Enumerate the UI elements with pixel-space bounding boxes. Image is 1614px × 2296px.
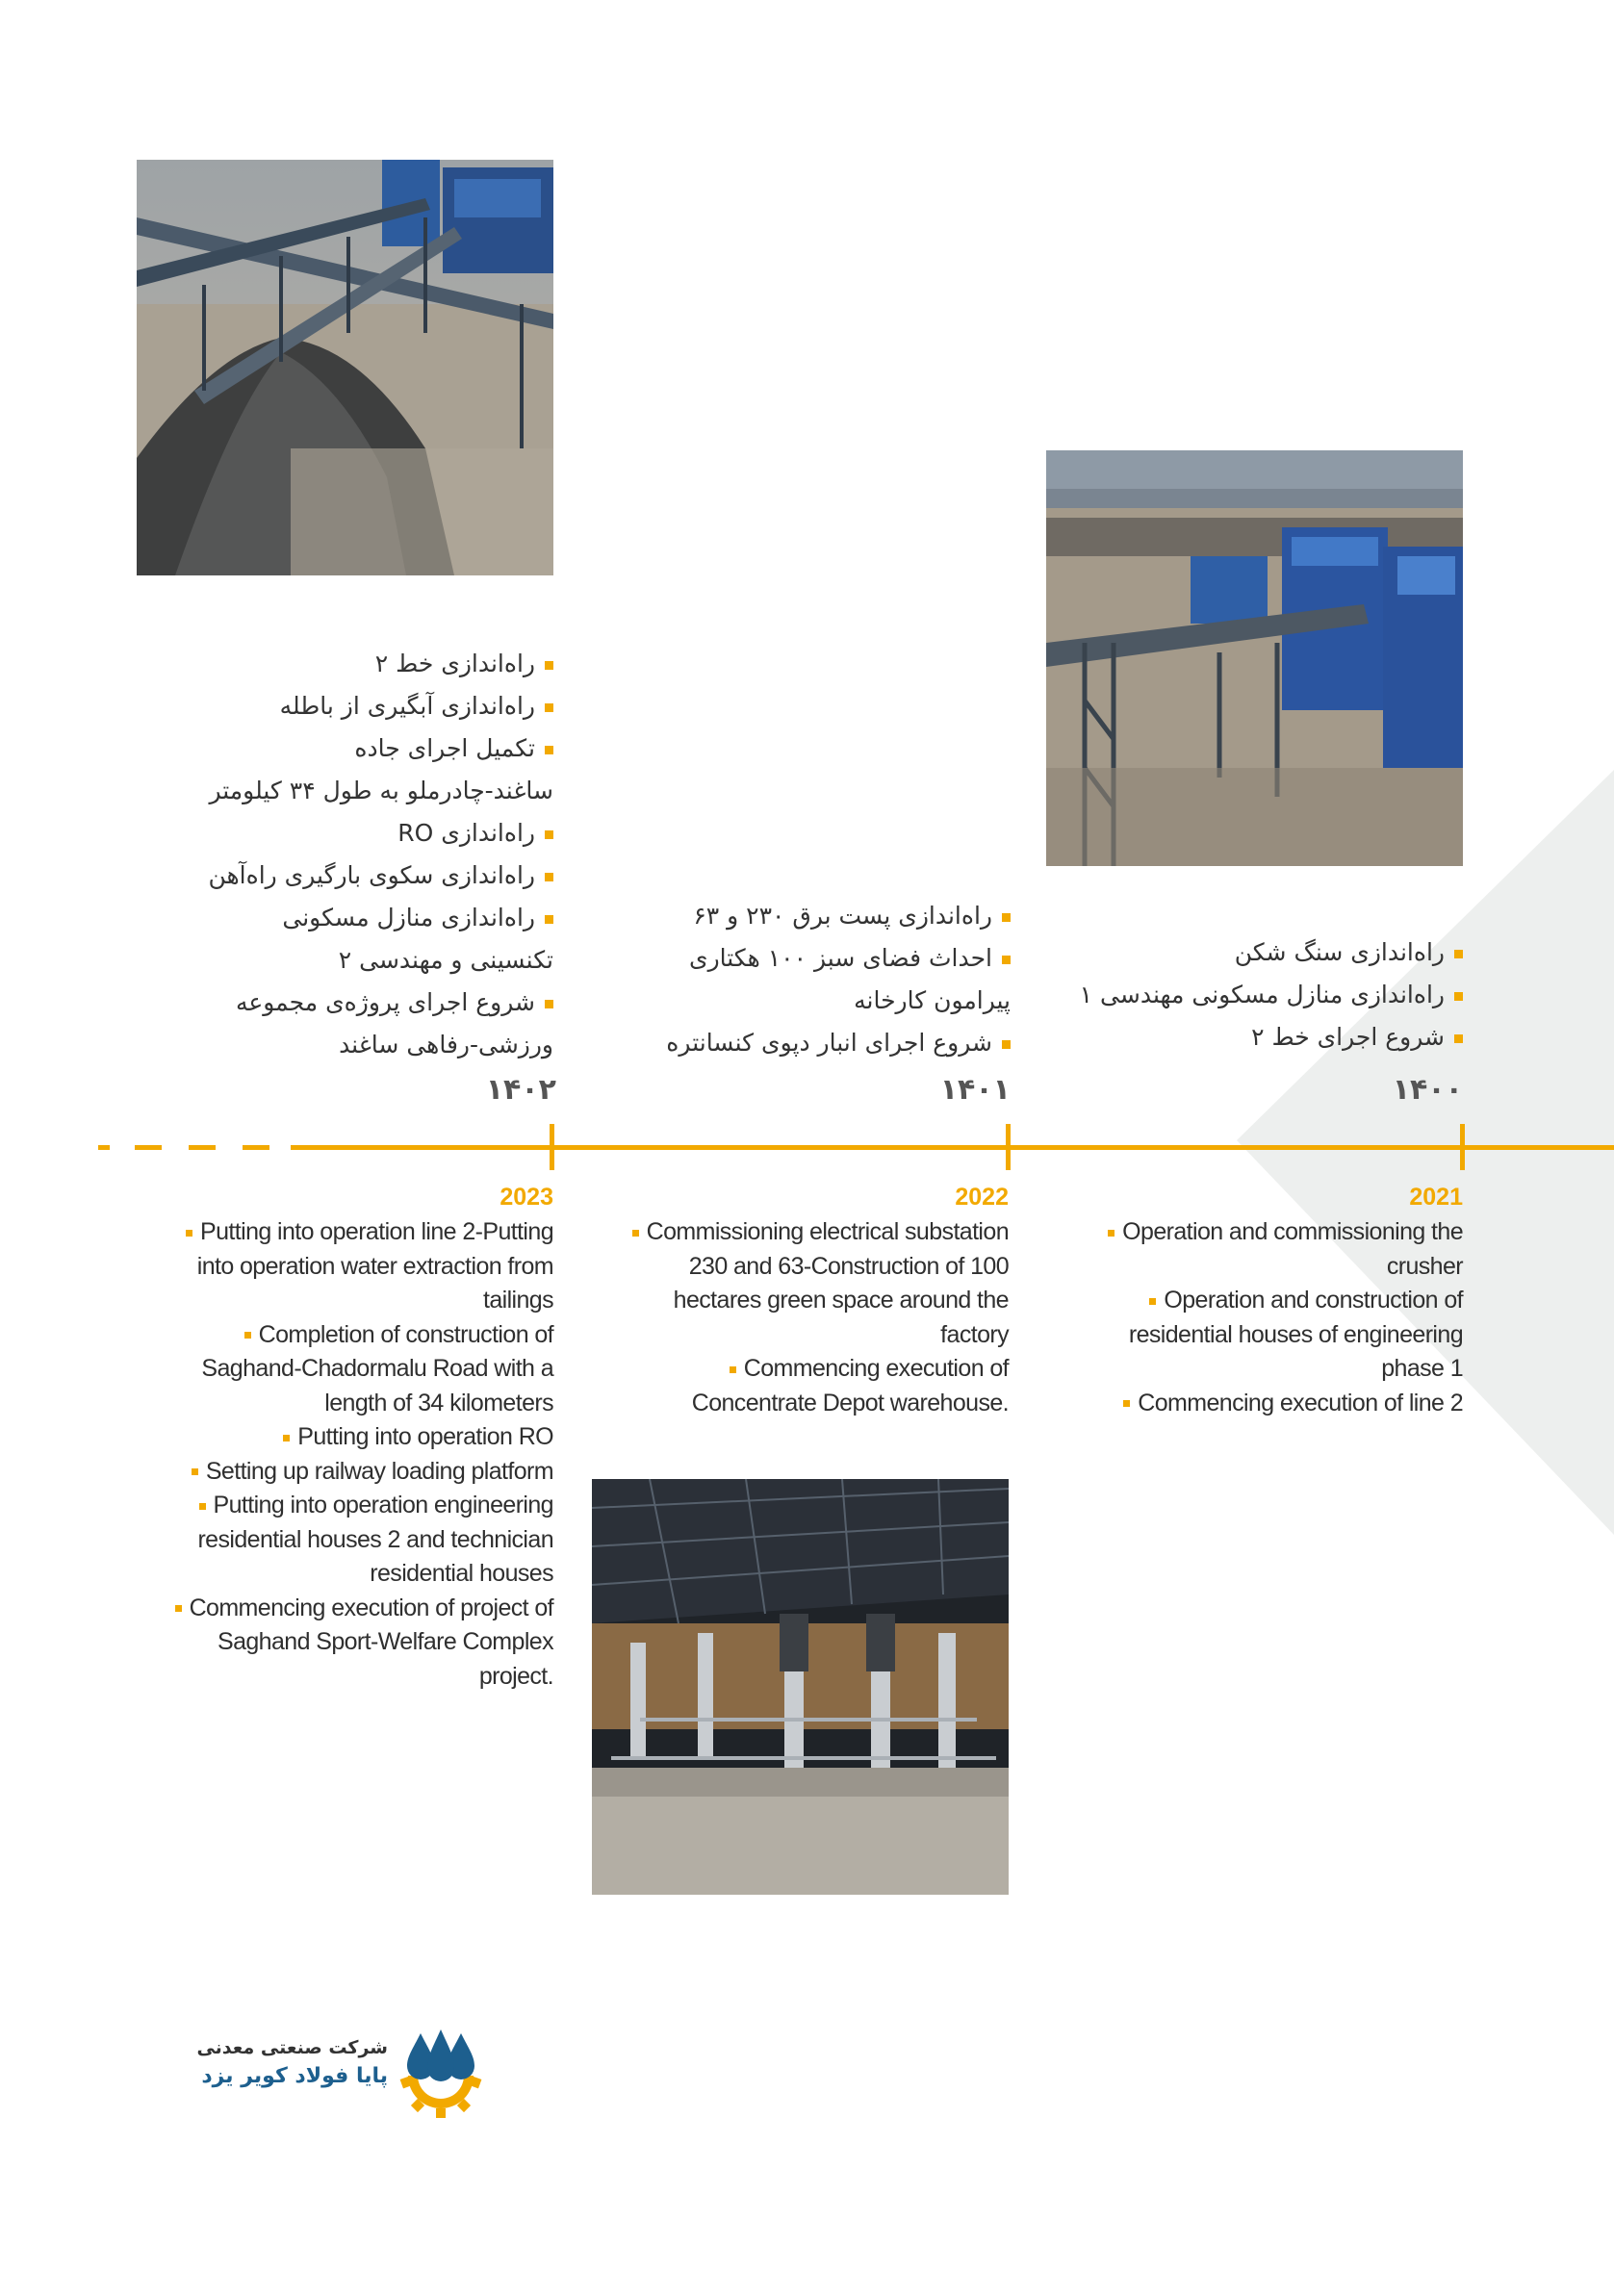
fa-list-1401 <box>577 895 1011 1064</box>
en-year-2023: 2023 <box>500 1184 553 1211</box>
en-line: residential houses <box>370 1560 553 1587</box>
fa-item: راه‌اندازی سکوی بارگیری راه‌آهن <box>115 855 553 897</box>
logo-gear-drops-icon <box>399 2028 482 2118</box>
en-line: residential houses 2 and technician <box>197 1525 553 1553</box>
en-line: Commencing execution of line 2 <box>1030 1387 1463 1421</box>
bullet-square <box>192 1468 198 1475</box>
en-line: crusher <box>1386 1252 1463 1280</box>
en-list-2023 <box>115 1215 553 1694</box>
en-line: residential houses of engineering <box>1128 1320 1463 1348</box>
en-line: Putting into operation RO <box>115 1420 553 1455</box>
en-line: Commissioning electrical substation <box>577 1215 1009 1250</box>
en-line: Saghand-Chadormalu Road with a <box>201 1355 553 1382</box>
bullet-square <box>545 830 553 839</box>
fa-list-1400 <box>1030 931 1463 1059</box>
en-line: Commencing execution of <box>577 1352 1009 1387</box>
fa-year-1402: ۱۴۰۲ <box>485 1073 556 1107</box>
bullet-square <box>545 873 553 881</box>
bullet-square <box>175 1605 182 1612</box>
en-line: hectares green space around the <box>673 1287 1009 1314</box>
bullet-square <box>283 1435 290 1441</box>
bullet-square <box>1108 1230 1114 1237</box>
bullet-square <box>186 1230 192 1237</box>
timeline-dash <box>98 1145 110 1150</box>
bullet-square <box>1002 913 1011 922</box>
fa-item: شروع اجرای خط ۲ <box>1030 1016 1463 1059</box>
fa-item: ساغند-چادرملو به طول ۳۴ کیلومتر <box>209 777 553 804</box>
fa-item: راه‌اندازی سنگ شکن <box>1030 931 1463 974</box>
fa-item: راه‌اندازی منازل مسکونی <box>115 897 553 939</box>
en-line: Saghand Sport-Welfare Complex <box>218 1628 553 1655</box>
en-line: Completion of construction of <box>115 1318 553 1353</box>
fa-item: پیرامون کارخانه <box>854 986 1011 1014</box>
company-logo <box>168 2026 486 2122</box>
en-line: Operation and commissioning the <box>1030 1215 1463 1250</box>
fa-year-1400: ۱۴۰۰ <box>1392 1073 1463 1107</box>
en-line: Operation and construction of <box>1030 1284 1463 1318</box>
en-line: Concentrate Depot warehouse. <box>691 1389 1009 1416</box>
timeline-tick-2022 <box>1006 1124 1011 1170</box>
timeline-tick-2023 <box>550 1124 554 1170</box>
logo-company-type: شرکت صنعتی معدنی <box>196 2037 388 2058</box>
en-line: 230 and 63-Construction of 100 <box>688 1252 1009 1280</box>
fa-item: راه‌اندازی پست برق ۲۳۰ و ۶۳ <box>577 895 1011 937</box>
timeline-line <box>291 1145 1614 1150</box>
fa-list-1402 <box>115 643 553 1066</box>
bullet-square <box>1454 950 1463 958</box>
en-line: factory <box>940 1320 1009 1348</box>
timeline-dash <box>135 1145 162 1150</box>
fa-year-1401: ۱۴۰۱ <box>939 1073 1011 1107</box>
bullet-square <box>1002 956 1011 964</box>
en-line: length of 34 kilometers <box>324 1389 553 1416</box>
fa-item: احداث فضای سبز ۱۰۰ هکتاری <box>577 937 1011 980</box>
bullet-square <box>1454 1034 1463 1043</box>
en-list-2021 <box>1030 1215 1463 1420</box>
bullet-square <box>1123 1400 1130 1407</box>
timeline-dash <box>189 1145 216 1150</box>
en-year-2022: 2022 <box>955 1184 1009 1211</box>
en-line: into operation water extraction from <box>196 1252 553 1280</box>
fa-item: شروع اجرای انبار دپوی کنسانتره <box>577 1022 1011 1064</box>
en-line: Putting into operation line 2-Putting <box>115 1215 553 1250</box>
fa-item: ورزشی-رفاهی ساغند <box>339 1031 553 1059</box>
en-line: Setting up railway loading platform <box>115 1455 553 1490</box>
en-list-2022 <box>577 1215 1009 1420</box>
en-line: project. <box>478 1662 553 1690</box>
photo-stockpile-conveyor <box>137 160 553 575</box>
fa-item: راه‌اندازی خط ۲ <box>115 643 553 685</box>
bullet-square <box>545 703 553 712</box>
en-line: phase 1 <box>1381 1355 1463 1382</box>
en-year-2021: 2021 <box>1409 1184 1463 1211</box>
en-line: tailings <box>482 1287 553 1314</box>
bullet-square <box>1454 992 1463 1001</box>
bullet-square <box>545 661 553 670</box>
en-line: Commencing execution of project of <box>115 1592 553 1626</box>
fa-item: راه‌اندازی RO <box>115 812 553 855</box>
bullet-square <box>199 1503 206 1510</box>
timeline-tick-2021 <box>1460 1124 1465 1170</box>
bullet-square <box>1149 1298 1156 1305</box>
en-line: Putting into operation engineering <box>115 1489 553 1523</box>
bullet-square <box>632 1230 639 1237</box>
bullet-square <box>545 915 553 924</box>
fa-item: راه‌اندازی آبگیری از باطله <box>115 685 553 727</box>
logo-company-name: پایا فولاد کویر یزد <box>201 2064 388 2088</box>
bullet-square <box>730 1366 736 1373</box>
bullet-square <box>1002 1040 1011 1049</box>
bullet-square <box>244 1332 251 1339</box>
bullet-square <box>545 1000 553 1008</box>
fa-item: راه‌اندازی منازل مسکونی مهندسی ۱ <box>1030 974 1463 1016</box>
fa-item: تکنسینی و مهندسی ۲ <box>338 946 553 974</box>
timeline-dash <box>243 1145 269 1150</box>
bullet-square <box>545 746 553 754</box>
photo-electrical-substation <box>592 1479 1009 1895</box>
photo-plant-overview <box>1046 450 1463 866</box>
fa-item: شروع اجرای پروژه‌ی مجموعه <box>115 982 553 1024</box>
fa-item: تکمیل اجرای جاده <box>115 727 553 770</box>
